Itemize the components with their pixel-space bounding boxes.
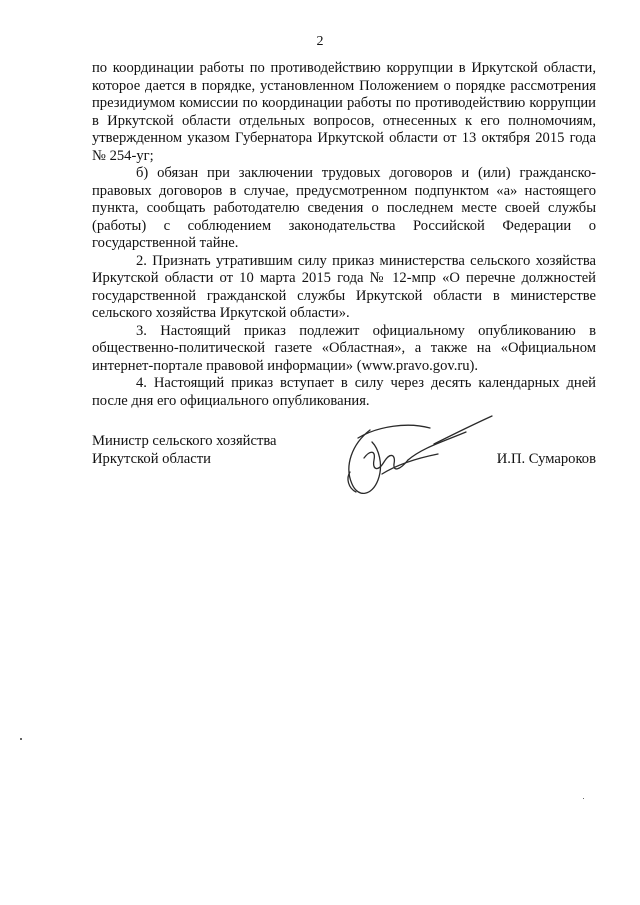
paragraph-item-3: 3. Настоящий приказ подлежит официальному опубликованию в общественно-политической газете «Областная», а также на «Официальном интернет-портале правовой информации» (www.pravo.gov.ru). (92, 322, 596, 374)
signatory-name: И.П. Сумароков (496, 451, 596, 467)
paragraph-continuation: по координации работы по противодействию коррупции в Иркутской области, которое дается в порядке, установленном Положением о порядке рассмотрения президиумом комиссии по координации работы по противодействию коррупции в Иркутской области отдельных вопросов, отнесенных к его полномочиям, утвержденном указом Губернатора Иркутской области от 13 октября 2015 года № 254-уг; (92, 60, 596, 164)
paragraph-item-2: 2. Признать утратившим силу приказ министерства сельского хозяйства Иркутской области от 10 марта 2015 года № 12-мпр «О перечне должностей государственной гражданской службы Иркутской области в министерстве сельского хозяйства Иркутской области». (92, 252, 596, 321)
signatory-title-line-2: Иркутской области (92, 451, 211, 467)
scan-artifact-dot (583, 798, 584, 799)
page-number: 2 (316, 34, 324, 49)
signatory-title-line-1: Министр сельского хозяйства (92, 433, 277, 449)
signatory-title (92, 432, 277, 468)
signature-block (92, 432, 596, 532)
document-body (92, 60, 596, 410)
paragraph-subitem-b: б) обязан при заключении трудовых договоров и (или) гражданско-правовых договоров в случае, предусмотренном подпунктом «а» настоящего пункта, сообщать работодателю сведения о последнем месте своей службы (работы) с соблюдением законодательства Российской Федерации о государственной тайне. (92, 165, 596, 251)
paragraph-item-4: 4. Настоящий приказ вступает в силу через десять календарных дней после дня его официального опубликования. (92, 375, 596, 409)
handwritten-signature-icon (338, 414, 498, 506)
scan-artifact-dot (20, 738, 22, 740)
